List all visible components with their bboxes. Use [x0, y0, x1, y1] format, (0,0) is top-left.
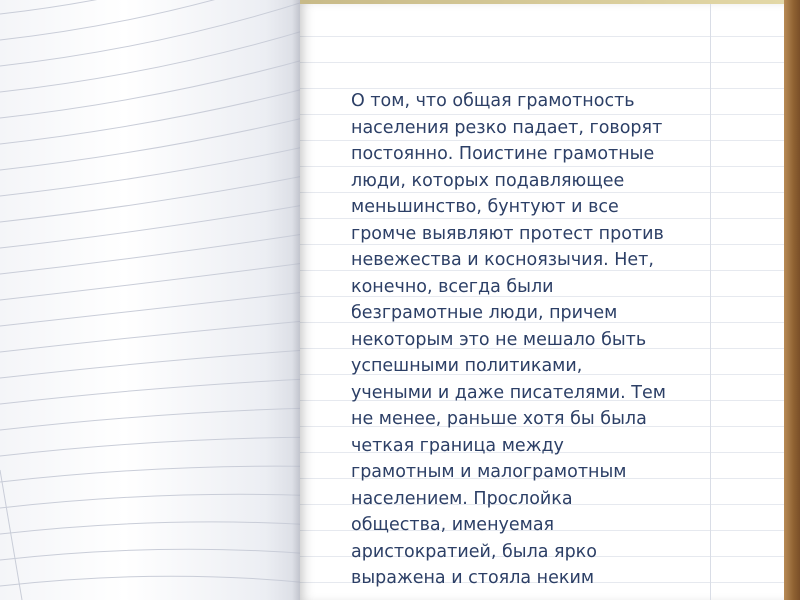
- text-line: населения резко падает, говорят: [351, 117, 663, 138]
- ruled-line: [0, 494, 312, 508]
- ruled-line: [0, 174, 312, 222]
- text-line: выражена и стояла неким: [351, 568, 595, 588]
- ruled-line: [0, 145, 312, 196]
- text-line: грамотным и малограмотным: [351, 462, 627, 482]
- left-page-ruled-lines: [0, 0, 312, 600]
- ruled-line: [0, 262, 312, 300]
- text-line: некоторым это не мешало быть: [351, 329, 647, 350]
- text-line: не менее, раньше хотя бы была: [351, 409, 647, 429]
- text-line: громче выявляют протест против: [351, 223, 664, 244]
- ruled-line: [0, 87, 312, 144]
- ruled-line: [0, 350, 312, 378]
- ruled-line: [0, 576, 312, 586]
- text-line: четкая граница между: [351, 435, 564, 456]
- text-line: населением. Прослойка: [351, 488, 573, 509]
- left-notebook-page: [0, 0, 312, 600]
- notebook-cover-edge: [784, 0, 800, 600]
- ruled-line: [0, 291, 312, 326]
- left-margin-line: [0, 470, 22, 600]
- text-line: постоянно. Поистине грамотные: [351, 144, 655, 164]
- ruled-line: [0, 379, 312, 404]
- ruled-line: [0, 320, 312, 352]
- ruled-line: [0, 0, 312, 14]
- ruled-line: [0, 0, 312, 66]
- text-line: успешными политиками,: [351, 356, 583, 376]
- ruled-line: [0, 116, 312, 170]
- page-text-block: [351, 88, 701, 592]
- ruled-line: [0, 0, 312, 40]
- ruled-line: [0, 408, 312, 430]
- text-line: общества, именуемая: [351, 515, 555, 535]
- text-line: аристократией, была ярко: [351, 541, 597, 562]
- text-line: конечно, всегда были: [351, 276, 554, 297]
- ruled-line: [0, 549, 312, 560]
- ruled-line: [0, 204, 312, 248]
- ruled-line: [0, 437, 312, 456]
- ruled-line: [0, 58, 312, 118]
- text-line: безграмотные люди, причем: [351, 303, 618, 323]
- ruled-line: [0, 522, 312, 534]
- text-line: люди, которых подавляющее: [351, 170, 625, 191]
- text-line: меньшинство, бунтуют и все: [351, 197, 619, 217]
- text-line: О том, что общая грамотность: [351, 91, 635, 111]
- text-line: учеными и даже писателями. Тем: [351, 382, 666, 403]
- text-line: невежества и косноязычия. Нет,: [351, 250, 654, 270]
- ruled-line: [0, 466, 312, 482]
- page-margin-line: [710, 4, 711, 600]
